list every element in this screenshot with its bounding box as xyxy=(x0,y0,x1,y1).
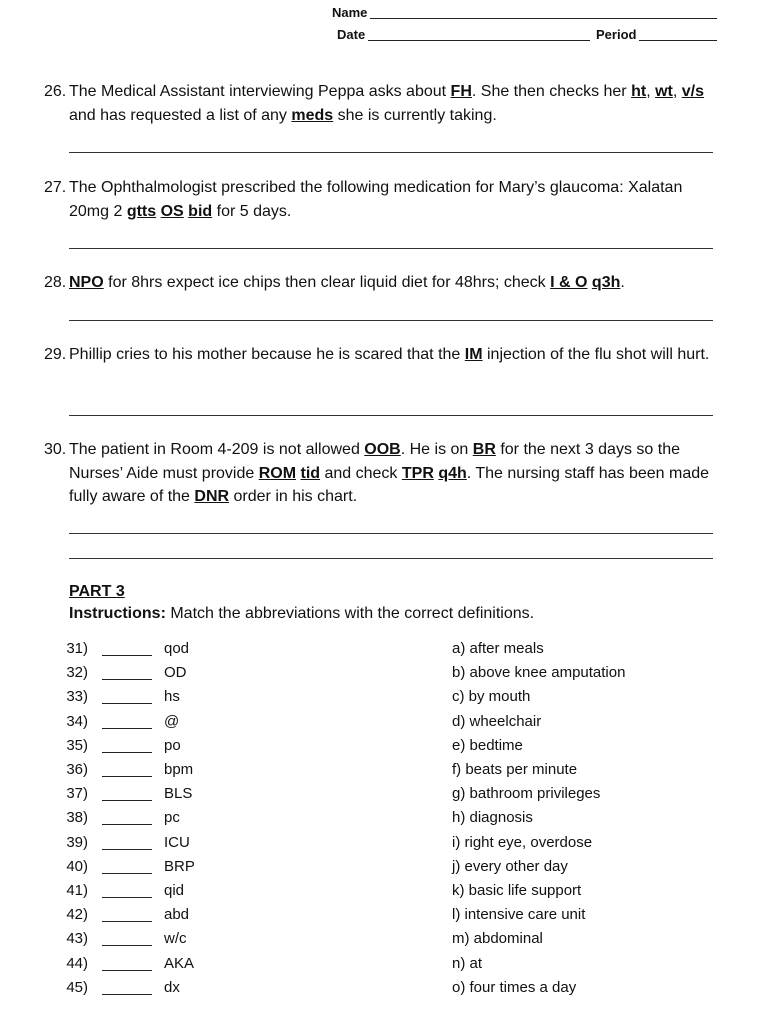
abbreviation: FH xyxy=(450,83,472,100)
abbreviation: q3h xyxy=(591,274,621,291)
name-field[interactable] xyxy=(370,18,717,19)
match-row xyxy=(62,806,702,830)
question-text-segment: The patient in Room 4-209 is not allowed xyxy=(69,441,365,458)
question-text-segment: Phillip cries to his mother because he is scared that the xyxy=(69,346,465,363)
answer-blank[interactable] xyxy=(102,728,152,729)
question-text-segment: she is currently taking. xyxy=(333,106,497,124)
answer-line-30b[interactable] xyxy=(69,558,713,559)
item-number: 38) xyxy=(66,809,88,827)
abbreviation-term: bpm xyxy=(164,761,194,778)
answer-blank[interactable] xyxy=(102,897,152,898)
item-number: 41) xyxy=(66,882,88,899)
abbreviation: q4h xyxy=(438,464,467,482)
definition: c) by mouth xyxy=(452,688,531,706)
item-number: 40) xyxy=(66,857,88,875)
match-row xyxy=(62,782,702,806)
date-field[interactable] xyxy=(368,40,590,41)
definition: o) four times a day xyxy=(452,978,577,996)
abbreviation: v/s xyxy=(681,83,704,100)
answer-blank[interactable] xyxy=(102,970,152,971)
match-row xyxy=(62,855,702,879)
question-number: 29. xyxy=(44,346,67,363)
question-text-segment: for 8hrs expect ice chips then clear liquid diet for 48hrs; check xyxy=(103,274,551,291)
definition: n) at xyxy=(452,954,483,972)
abbreviation: I & O xyxy=(550,274,588,291)
abbreviation: tid xyxy=(300,464,321,482)
question-text xyxy=(69,80,724,127)
definition: h) diagnosis xyxy=(452,809,533,827)
instructions-text: Match the abbreviations with the correct definitions. xyxy=(165,605,535,622)
answer-blank[interactable] xyxy=(102,776,152,777)
match-row xyxy=(62,758,702,782)
answer-line-29[interactable] xyxy=(69,415,713,416)
item-number: 39) xyxy=(66,833,88,851)
question-text-segment: for the next 3 days so the Nurses’ Aide must provide xyxy=(69,441,680,482)
question-text-segment: and has requested a list of any xyxy=(69,106,292,124)
definition: j) every other day xyxy=(452,857,568,875)
definition: k) basic life support xyxy=(452,882,582,899)
question-text xyxy=(69,438,724,509)
question-text-segment: and check xyxy=(320,464,402,482)
period-field[interactable] xyxy=(639,40,717,41)
answer-blank[interactable] xyxy=(102,921,152,922)
abbreviation-term: w/c xyxy=(164,930,187,948)
part3-instructions xyxy=(69,605,534,623)
answer-line-26[interactable] xyxy=(69,152,713,153)
definition: g) bathroom privileges xyxy=(452,785,601,803)
period-label: Period xyxy=(596,27,637,42)
abbreviation: TPR xyxy=(401,464,434,482)
question-number: 28. xyxy=(44,274,67,291)
question-number: 27. xyxy=(44,179,67,196)
match-row xyxy=(62,952,702,976)
item-number: 33) xyxy=(66,688,88,706)
match-row xyxy=(62,734,702,758)
question-text xyxy=(69,176,724,223)
definition: b) above knee amputation xyxy=(452,664,626,682)
answer-blank[interactable] xyxy=(102,945,152,946)
abbreviation-term: @ xyxy=(164,712,180,730)
answer-blank[interactable] xyxy=(102,800,152,801)
part3-title: PART 3 xyxy=(69,583,125,600)
abbreviation: ht xyxy=(631,83,647,100)
item-number: 36) xyxy=(66,761,88,778)
answer-line-28[interactable] xyxy=(69,320,713,321)
answer-blank[interactable] xyxy=(102,994,152,995)
definition: d) wheelchair xyxy=(452,712,542,730)
question-text-segment: . She then checks her xyxy=(471,83,632,100)
match-row xyxy=(62,831,702,855)
definition: f) beats per minute xyxy=(452,761,578,778)
question-30 xyxy=(44,438,724,509)
abbreviation-term: po xyxy=(164,736,181,754)
abbreviation-term: qod xyxy=(164,640,190,657)
question-number: 30. xyxy=(44,441,67,458)
instructions-label: Instructions: xyxy=(69,605,166,622)
question-27 xyxy=(44,176,724,223)
abbreviation: meds xyxy=(291,106,334,124)
question-26 xyxy=(44,80,724,127)
question-text-segment: for 5 days. xyxy=(212,202,292,220)
answer-blank[interactable] xyxy=(102,679,152,680)
abbreviation: gtts xyxy=(126,202,157,220)
match-row xyxy=(62,685,702,709)
definition: e) bedtime xyxy=(452,736,523,754)
item-number: 37) xyxy=(66,785,88,803)
question-28 xyxy=(44,271,724,295)
question-text-segment: , xyxy=(672,83,682,100)
abbreviation-term: dx xyxy=(164,978,180,996)
answer-blank[interactable] xyxy=(102,703,152,704)
match-row xyxy=(62,710,702,734)
item-number: 45) xyxy=(66,978,88,996)
answer-line-30a[interactable] xyxy=(69,533,713,534)
item-number: 32) xyxy=(66,664,88,682)
question-text-segment: . The nursing staff has been made fully aware of the xyxy=(69,464,710,505)
item-number: 44) xyxy=(66,954,88,972)
match-row xyxy=(62,661,702,685)
definition: m) abdominal xyxy=(452,930,543,948)
match-row xyxy=(62,637,702,661)
abbreviation-term: BRP xyxy=(164,857,195,875)
abbreviation: wt xyxy=(655,83,673,100)
match-row xyxy=(62,927,702,951)
item-number: 34) xyxy=(66,712,88,730)
question-text-segment: The Medical Assistant interviewing Peppa asks about xyxy=(69,83,451,100)
abbreviation-term: pc xyxy=(164,809,180,827)
definition: a) after meals xyxy=(452,640,544,657)
answer-blank[interactable] xyxy=(102,873,152,874)
abbreviation: OS xyxy=(160,202,184,220)
question-text-segment: , xyxy=(646,83,656,100)
answer-blank[interactable] xyxy=(102,849,152,850)
question-text-segment: order in his chart. xyxy=(229,488,358,505)
abbreviation-term: BLS xyxy=(164,785,193,803)
abbreviation: NPO xyxy=(69,274,104,291)
date-label: Date xyxy=(337,27,366,42)
answer-blank[interactable] xyxy=(102,655,152,656)
abbreviation-term: qid xyxy=(164,882,185,899)
answer-line-27[interactable] xyxy=(69,248,713,249)
item-number: 43) xyxy=(66,930,88,948)
question-text-segment: injection of the flu shot will hurt. xyxy=(482,346,710,363)
match-row xyxy=(62,879,702,903)
abbreviation-term: OD xyxy=(164,664,187,682)
question-text-segment: . He is on xyxy=(400,441,473,458)
name-label: Name xyxy=(332,5,368,20)
abbreviation: OOB xyxy=(364,441,401,458)
abbreviation-term: hs xyxy=(164,688,180,706)
abbreviation: bid xyxy=(188,202,213,220)
abbreviation-term: ICU xyxy=(164,833,190,851)
answer-blank[interactable] xyxy=(102,824,152,825)
question-text xyxy=(69,271,724,295)
item-number: 31) xyxy=(66,640,88,657)
abbreviation: ROM xyxy=(258,464,297,482)
abbreviation: BR xyxy=(472,441,496,458)
abbreviation: IM xyxy=(464,346,483,363)
question-text-segment: The Ophthalmologist prescribed the following medication for Mary’s glaucoma: Xalatan 20mg 2 xyxy=(69,179,683,220)
question-text-segment: . xyxy=(620,274,625,291)
abbreviation: DNR xyxy=(194,488,230,505)
definition: l) intensive care unit xyxy=(452,906,586,924)
item-number: 42) xyxy=(66,906,88,924)
match-row xyxy=(62,903,702,927)
question-text xyxy=(69,343,724,367)
match-row xyxy=(62,976,702,1000)
definition: i) right eye, overdose xyxy=(452,833,593,851)
question-number: 26. xyxy=(44,83,67,100)
abbreviation-term: abd xyxy=(164,906,190,924)
abbreviation-term: AKA xyxy=(164,954,195,972)
question-29 xyxy=(44,343,724,367)
item-number: 35) xyxy=(66,736,88,754)
answer-blank[interactable] xyxy=(102,752,152,753)
